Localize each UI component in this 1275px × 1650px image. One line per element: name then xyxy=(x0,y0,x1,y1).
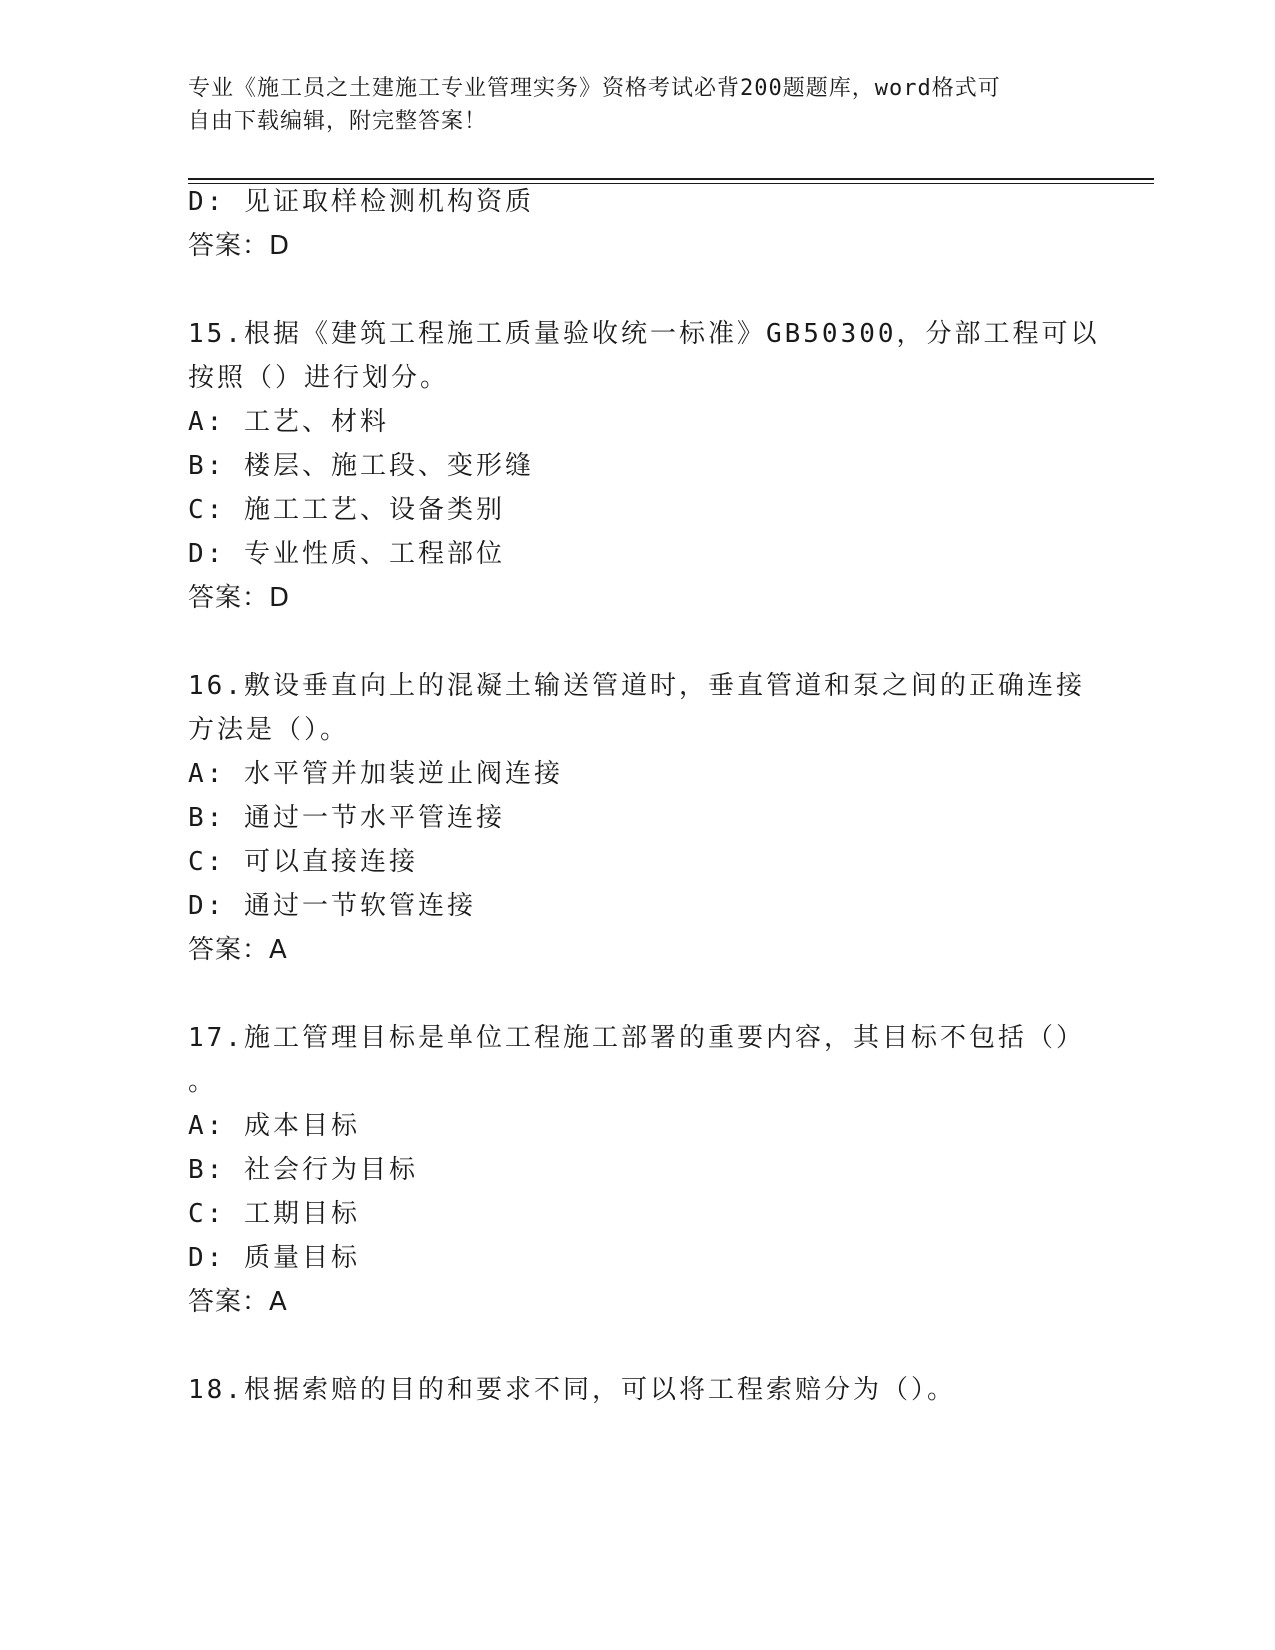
q16-stem-line-2: 方法是（）。 xyxy=(188,715,350,745)
q14-answer: 答案：D xyxy=(188,231,291,261)
q17-option-a: A: 成本目标 xyxy=(188,1111,360,1141)
q16-option-c: C: 可以直接连接 xyxy=(188,847,418,877)
q17-stem-line-2: 。 xyxy=(188,1067,218,1097)
document-header xyxy=(188,72,1068,138)
q15-option-d: D: 专业性质、工程部位 xyxy=(188,539,505,569)
q17-answer: 答案：A xyxy=(188,1287,288,1317)
header-divider xyxy=(188,178,1154,180)
q17-stem-line-1: 17.施工管理目标是单位工程施工部署的重要内容，其目标不包括（） xyxy=(188,1023,1085,1053)
q15-answer: 答案：D xyxy=(188,583,291,613)
q15-option-a: A: 工艺、材料 xyxy=(188,407,389,437)
header-title-line-1: 专业《施工员之土建施工专业管理实务》资格考试必背200题题库，word格式可 xyxy=(188,76,1001,101)
header-title-line-2: 自由下载编辑，附完整答案！ xyxy=(188,109,488,134)
q15-stem-line-2: 按照（）进行划分。 xyxy=(188,363,450,393)
q18-stem-line-1: 18.根据索赔的目的和要求不同，可以将工程索赔分为（）。 xyxy=(188,1375,956,1405)
q16-option-b: B: 通过一节水平管连接 xyxy=(188,803,505,833)
q16-answer: 答案：A xyxy=(188,935,288,965)
q15-option-c: C: 施工工艺、设备类别 xyxy=(188,495,505,525)
q14-option-d: D: 见证取样检测机构资质 xyxy=(188,187,534,217)
q16-option-d: D: 通过一节软管连接 xyxy=(188,891,476,921)
q16-stem-line-1: 16.敷设垂直向上的混凝土输送管道时，垂直管道和泵之间的正确连接 xyxy=(188,671,1085,701)
q17-option-c: C: 工期目标 xyxy=(188,1199,360,1229)
q17-option-d: D: 质量目标 xyxy=(188,1243,360,1273)
q15-option-b: B: 楼层、施工段、变形缝 xyxy=(188,451,534,481)
q15-stem-line-1: 15.根据《建筑工程施工质量验收统一标准》GB50300，分部工程可以 xyxy=(188,319,1100,349)
q16-option-a: A: 水平管并加装逆止阀连接 xyxy=(188,759,563,789)
q17-option-b: B: 社会行为目标 xyxy=(188,1155,418,1185)
